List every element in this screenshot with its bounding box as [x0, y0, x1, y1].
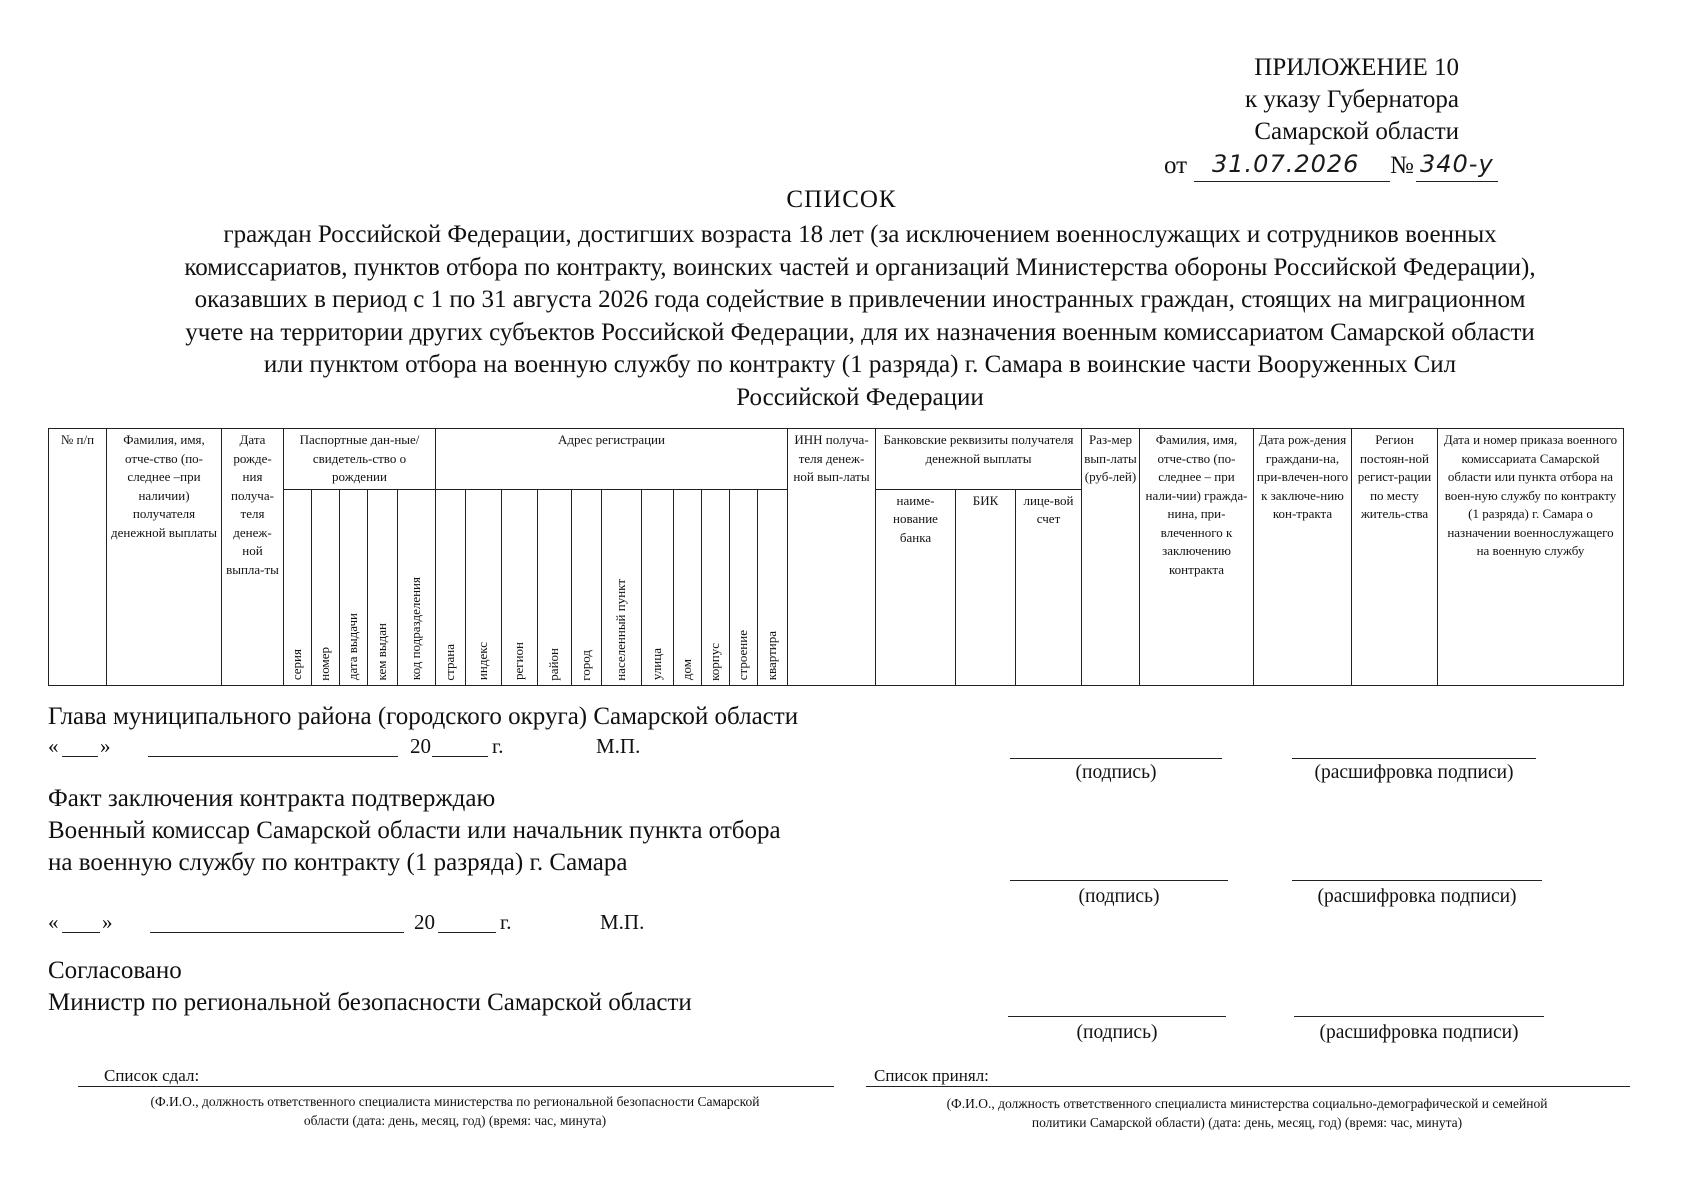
month-blank — [150, 932, 404, 933]
list-received-note: (Ф.И.О., должность ответственного специалиста министерства социально-демографической и семейной политики Самарской области) (дата: день, месяц, год) (время: час, минута) — [946, 1096, 1548, 1130]
number-prefix: № — [1390, 152, 1414, 179]
appendix-header — [1245, 52, 1459, 148]
subheader-address-district: район — [538, 489, 572, 685]
signature-decode-caption: (расшифровка подписи) — [1319, 1022, 1519, 1043]
signature-line — [1008, 1016, 1226, 1017]
header-residence-region: Регион постоян-ной регист-рации по месту житель-ства — [1352, 429, 1438, 686]
signature-decode-caption: (расшифровка подписи) — [1314, 762, 1514, 783]
subheader-bank-bik: БИК — [956, 489, 1016, 685]
description-line: комиссариатов, пунктов отбора по контракту, воинских частей и организаций Министерства обороны Российской Федерации), — [184, 253, 1536, 281]
signature-line — [1010, 758, 1222, 759]
description-line: Российской Федерации — [736, 383, 984, 411]
stamp-label: М.П. — [596, 734, 641, 758]
description-line: учете на территории других субъектов Российской Федерации, для их назначения военным комиссариатом Самарской области — [185, 318, 1535, 346]
year-suffix: г. — [492, 734, 504, 758]
subheader-address-house: дом — [674, 489, 702, 685]
subheader-address-building: строение — [730, 489, 758, 685]
document-title: СПИСОК — [786, 186, 897, 213]
subheader-address-index: индекс — [466, 489, 502, 685]
subheader-passport-issuer: кем выдан — [368, 489, 398, 685]
signature-decode-line — [1294, 1016, 1544, 1017]
appendix-decree: к указу Губернатора — [1244, 86, 1459, 113]
header-inn: ИНН получа-теля денеж-ной вып-латы — [788, 429, 876, 686]
subheader-passport-series: серия — [284, 489, 312, 685]
signature-caption: (подпись) — [1078, 886, 1160, 907]
subheader-address-apartment: квартира — [758, 489, 788, 685]
subheader-address-country: страна — [436, 489, 466, 685]
table-header-row — [49, 429, 1624, 490]
subheader-address-locality: населенный пункт — [602, 489, 642, 685]
subheader-address-street: улица — [642, 489, 674, 685]
list-received-label: Список принял: — [874, 1066, 989, 1085]
header-recruit-name: Фамилия, имя, отче-ство (по-следнее – при нали-чии) гражда-нина, при-влеченного к заключению контракта — [1140, 429, 1254, 686]
signature-caption: (подпись) — [1075, 762, 1157, 783]
contract-confirm-text: Факт заключения контракта подтверждаю — [48, 785, 496, 812]
date-prefix: от — [1164, 152, 1188, 179]
decree-date-row — [1164, 150, 1504, 184]
subheader-address-block: корпус — [702, 489, 730, 685]
commissar-title: Военный комиссар Самарской области или начальник пункта отбора — [48, 817, 781, 844]
subheader-passport-issue-date: дата выдачи — [340, 489, 368, 685]
header-bank-details: Банковские реквизиты получателя денежной выплаты — [876, 429, 1082, 490]
subheader-passport-number: номер — [312, 489, 340, 685]
head-title: Глава муниципального района (городского округа) Самарской области — [48, 703, 799, 730]
signature-line — [1010, 880, 1228, 881]
year-prefix: 20 — [410, 734, 431, 758]
date-quote-close: » — [102, 910, 113, 934]
recipients-table — [48, 428, 1624, 686]
number-underline — [1416, 181, 1498, 182]
day-blank — [62, 756, 98, 757]
subheader-passport-dept-code: код подразделения — [398, 489, 436, 685]
header-amount: Раз-мер вып-латы (руб-лей) — [1082, 429, 1140, 686]
subheader-bank-account: лице-вой счет — [1016, 489, 1082, 685]
commissar-title-cont: на военную службу по контракту (1 разряда) г. Самара — [48, 849, 628, 876]
header-address: Адрес регистрации — [436, 429, 788, 490]
signature-decode-caption: (расшифровка подписи) — [1317, 886, 1517, 907]
header-number: № п/п — [49, 429, 107, 686]
signature-decode-line — [1292, 880, 1542, 881]
description-line: оказавших в период с 1 по 31 августа 2026 года содействие в привлечении иностранных граждан, стоящих на миграционном — [194, 286, 1526, 313]
year-blank — [432, 756, 488, 757]
day-blank — [62, 932, 100, 933]
agreed-label: Согласовано — [48, 957, 182, 984]
description-line: или пунктом отбора на военную службу по контракту (1 разряда) г. Самара в воинские части Вооруженных Сил — [263, 351, 1457, 378]
year-blank — [438, 932, 496, 933]
header-order-info: Дата и номер приказа военного комиссариата Самарской области или пункта отбора на воен-ную службу по контракту (1 разряда) г. Самара о назначении военнослужащего на военную службу — [1438, 429, 1624, 686]
subheader-address-region: регион — [502, 489, 538, 685]
year-suffix: г. — [500, 910, 512, 934]
appendix-number: ПРИЛОЖЕНИЕ 10 — [1254, 54, 1459, 81]
year-prefix: 20 — [414, 910, 435, 934]
decree-date-handwritten: 31.07.2026 — [1212, 150, 1360, 178]
list-submitted-line — [78, 1086, 834, 1087]
list-received-line — [866, 1086, 1630, 1087]
signature-decode-line — [1292, 758, 1536, 759]
date-underline — [1194, 181, 1390, 182]
description-line: граждан Российской Федерации, достигших возраста 18 лет (за исключением военнослужащих и сотрудников военных — [223, 221, 1497, 248]
header-recruit-birthdate: Дата рож-дения граждани-на, при-влечен-ного к заключе-нию кон-тракта — [1254, 429, 1352, 686]
appendix-region: Самарской области — [1254, 118, 1459, 145]
header-recipient-birthdate: Дата рожде-ния получа-теля денеж-ной выпла-ты — [222, 429, 284, 686]
header-passport: Паспортные дан-ные/ свидетель-ство о рождении — [284, 429, 436, 490]
month-blank — [148, 756, 398, 757]
minister-title: Министр по региональной безопасности Самарской области — [48, 989, 692, 1016]
signature-caption: (подпись) — [1076, 1022, 1158, 1043]
list-submitted-note: (Ф.И.О., должность ответственного специалиста министерства по региональной безопасности Самарской области (дата: день, месяц, год) (время: час, минута) — [150, 1094, 760, 1128]
stamp-label: М.П. — [600, 910, 645, 934]
date-quote-open: « — [48, 734, 59, 758]
date-quote-close: » — [100, 734, 111, 758]
document-description — [80, 219, 1640, 414]
decree-number-handwritten: 340-у — [1420, 150, 1494, 178]
subheader-address-city: город — [572, 489, 602, 685]
subheader-bank-name: наиме-нование банка — [876, 489, 956, 685]
date-quote-open: « — [48, 910, 59, 934]
header-recipient-name: Фамилия, имя, отче-ство (по-следнее –при наличии) получателя денежной выплаты — [107, 429, 222, 686]
list-submitted-label: Список сдал: — [104, 1066, 200, 1085]
